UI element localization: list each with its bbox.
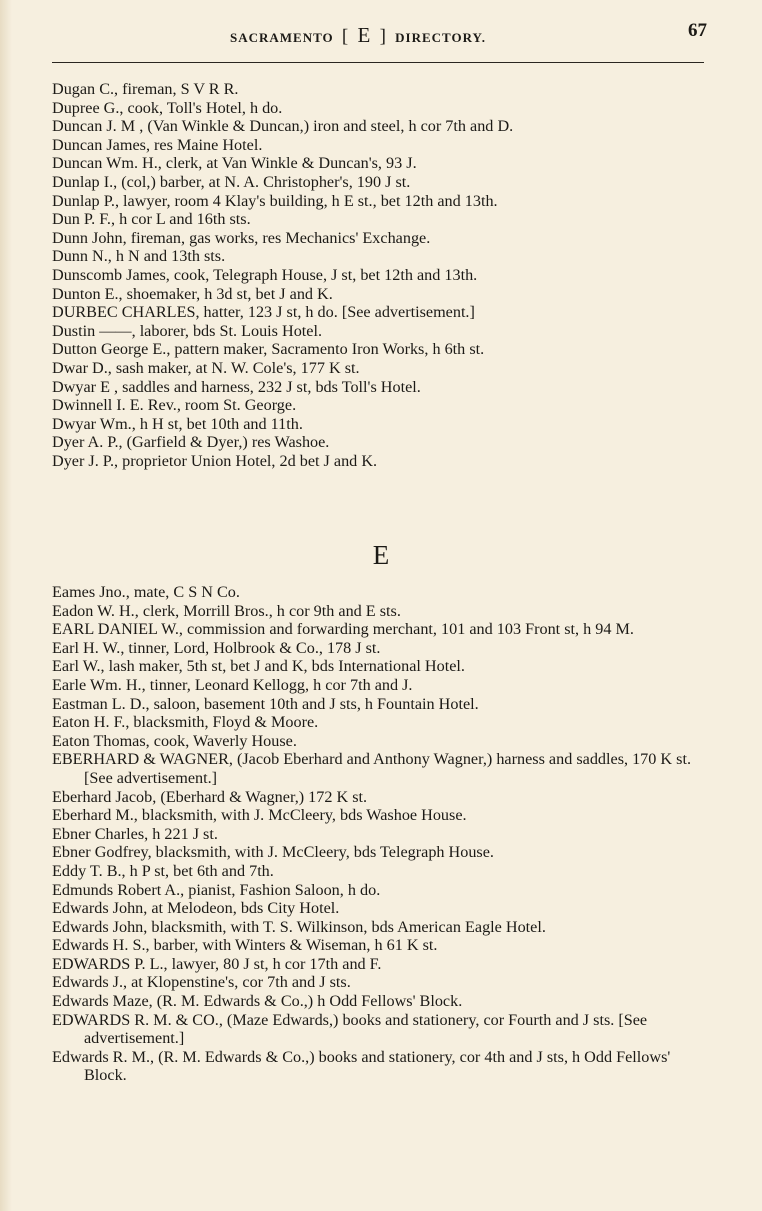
directory-entry: DURBEC CHARLES, hatter, 123 J st, h do. [See advertisement.] xyxy=(52,303,475,322)
page-edge xyxy=(0,0,12,1211)
directory-entry: Eastman L. D., saloon, basement 10th and J sts, h Fountain Hotel. xyxy=(52,694,479,713)
directory-entries-d xyxy=(52,80,712,470)
directory-entry: Dyer J. P., proprietor Union Hotel, 2d bet J and K. xyxy=(52,451,378,470)
directory-entry: Dutton George E., pattern maker, Sacramento Iron Works, h 6th st. xyxy=(52,340,485,359)
directory-entry: Duncan Wm. H., clerk, at Van Winkle & Duncan's, 93 J. xyxy=(52,154,417,173)
running-header xyxy=(52,20,707,46)
directory-entry: Dustin ——, laborer, bds St. Louis Hotel. xyxy=(52,321,323,340)
directory-entry: Dunn N., h N and 13th sts. xyxy=(52,247,226,266)
directory-entry: Earl H. W., tinner, Lord, Holbrook & Co., 178 J st. xyxy=(52,638,381,657)
header-bracket-close: ] xyxy=(379,26,387,47)
directory-entry: Dwinnell I. E. Rev., room St. George. xyxy=(52,396,297,415)
page-number: 67 xyxy=(688,20,707,41)
section-letter: E xyxy=(372,540,390,570)
directory-entry: Dyer A. P., (Garfield & Dyer,) res Washoe. xyxy=(52,433,330,452)
directory-entry: Dwyar Wm., h H st, bet 10th and 11th. xyxy=(52,414,303,433)
header-rule xyxy=(52,62,704,63)
directory-entry: EDWARDS P. L., lawyer, 80 J st, h cor 17th and F. xyxy=(52,954,382,973)
directory-entry: Dugan C., fireman, S V R R. xyxy=(52,80,239,98)
directory-entry: Edwards John, blacksmith, with T. S. Wilkinson, bds American Eagle Hotel. xyxy=(52,917,546,936)
running-head-title xyxy=(230,23,486,48)
directory-entry: Eddy T. B., h P st, bet 6th and 7th. xyxy=(52,861,274,880)
directory-entry: Edmunds Robert A., pianist, Fashion Saloon, h do. xyxy=(52,880,381,899)
directory-entry: Dunn John, fireman, gas works, res Mechanics' Exchange. xyxy=(52,228,431,247)
directory-entry: Edwards Maze, (R. M. Edwards & Co.,) h Odd Fellows' Block. xyxy=(52,992,463,1011)
directory-entry: Eadon W. H., clerk, Morrill Bros., h cor 9th and E sts. xyxy=(52,601,401,620)
directory-entry: Eaton H. F., blacksmith, Floyd & Moore. xyxy=(52,713,319,732)
directory-entry: Eberhard Jacob, (Eberhard & Wagner,) 172 K st. xyxy=(52,787,368,806)
header-bracket-open: [ xyxy=(341,26,350,47)
directory-entry: EARL DANIEL W., commission and forwarding merchant, 101 and 103 Front st, h 94 M. xyxy=(52,620,634,639)
directory-entry: Dunton E., shoemaker, h 3d st, bet J and K. xyxy=(52,284,333,303)
header-left-text: SACRAMENTO xyxy=(230,30,334,45)
directory-entry: Edwards J., at Klopenstine's, cor 7th and J sts. xyxy=(52,973,351,992)
directory-entry: Duncan J. M , (Van Winkle & Duncan,) iron and steel, h cor 7th and D. xyxy=(52,117,514,136)
directory-entries-e xyxy=(52,583,712,1085)
directory-entry: Eaton Thomas, cook, Waverly House. xyxy=(52,731,297,750)
directory-entry: EDWARDS R. M. & CO., (Maze Edwards,) books and stationery, cor Fourth and J sts. [See advertisement.] xyxy=(52,1010,648,1048)
directory-entry: Dwar D., sash maker, at N. W. Cole's, 177 K st. xyxy=(52,358,360,377)
header-letter: E xyxy=(357,23,372,47)
directory-entry: Dupree G., cook, Toll's Hotel, h do. xyxy=(52,98,283,117)
directory-entry: Edwards John, at Melodeon, bds City Hotel. xyxy=(52,899,340,918)
directory-entry: Dunlap P., lawyer, room 4 Klay's building, h E st., bet 12th and 13th. xyxy=(52,191,498,210)
directory-entry: Dun P. F., h cor L and 16th sts. xyxy=(52,210,251,229)
directory-entry: Dunscomb James, cook, Telegraph House, J st, bet 12th and 13th. xyxy=(52,265,478,284)
directory-entry: Edwards R. M., (R. M. Edwards & Co.,) books and stationery, cor 4th and J sts, h Odd Fellows' Block. xyxy=(52,1047,671,1085)
directory-entry: Earl W., lash maker, 5th st, bet J and K, bds International Hotel. xyxy=(52,657,465,676)
directory-entry: Dwyar E , saddles and harness, 232 J st, bds Toll's Hotel. xyxy=(52,377,421,396)
directory-entry: Eberhard M., blacksmith, with J. McCleery, bds Washoe House. xyxy=(52,806,467,825)
directory-entry: Edwards H. S., barber, with Winters & Wiseman, h 61 K st. xyxy=(52,936,438,955)
directory-entry: EBERHARD & WAGNER, (Jacob Eberhard and Anthony Wagner,) harness and saddles, 170 K st. [See advertisement.] xyxy=(52,750,691,787)
directory-entry: Earle Wm. H., tinner, Leonard Kellogg, h cor 7th and J. xyxy=(52,675,413,694)
directory-entry: Dunlap I., (col,) barber, at N. A. Christopher's, 190 J st. xyxy=(52,172,411,191)
directory-entry: Ebner Charles, h 221 J st. xyxy=(52,824,218,843)
directory-entry: Duncan James, res Maine Hotel. xyxy=(52,135,263,154)
directory-entry: Eames Jno., mate, C S N Co. xyxy=(52,583,240,601)
directory-entry: Ebner Godfrey, blacksmith, with J. McCleery, bds Telegraph House. xyxy=(52,843,494,862)
header-right-text: DIRECTORY. xyxy=(395,30,486,45)
